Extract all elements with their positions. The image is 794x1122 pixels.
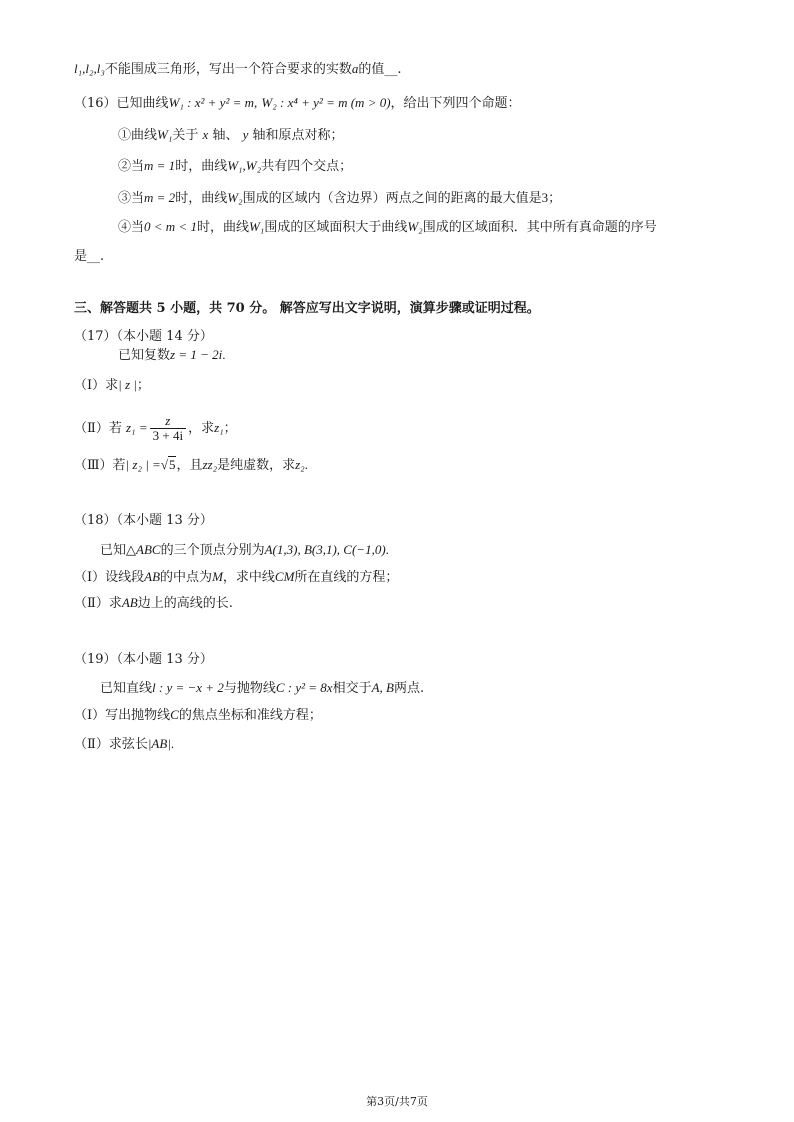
q17-part-1 [74,376,150,395]
p1-y: y [242,127,249,142]
q17-p2-fraction [150,414,186,443]
q16-stem [74,94,521,113]
p1-mid: 轴、 [212,128,239,143]
q18-head [74,512,213,530]
q17-p3-label: （Ⅲ） [74,458,113,473]
q17-p3-text: 若 [112,458,126,473]
q18-p2-ab: AB [121,595,138,610]
q17-p3-sqrt [161,456,177,472]
q16-w1: W₁ : x² + y² = m [168,95,255,110]
p3-val: 3 [541,190,549,205]
q16-tail: ，给出下列四个命题： [390,96,521,111]
q18-stem-end: . [385,542,389,557]
q17-p1-end: ； [136,378,150,393]
p4-cond: 0 < m < 1 [144,219,197,234]
q15-text: 不能围成三角形，写出一个符合要求的实数 [104,62,352,77]
q17-p3-mid2: 是纯虚数，求 [217,458,296,473]
q17-p1-expr: | z | [118,377,137,392]
q16-proposition-4 [118,218,657,237]
q18-stem-mid: 的三个顶点分别为 [160,543,265,558]
q17-stem-expr: z = 1 − 2i [170,347,223,362]
sqrt-radicand: 5 [168,457,176,472]
q15-tail-line [74,60,402,79]
q19-p1-b: 的焦点坐标和准线方程； [178,708,322,723]
p3-mid: 围成的区域内（含边界）两点之间的距离的最大值是 [242,191,542,206]
q19-stem-line: l : y = −x + 2 [152,680,224,695]
p3-end: ； [548,191,562,206]
p2-mark: ②当 [118,159,145,174]
sqrt-symbol: √ [160,457,168,472]
q17-p2-var: z₁ [214,420,224,435]
q17-p3-var: z₂ [295,457,305,472]
q19-p1-c: C [170,707,179,722]
q19-stem-lead: 已知直线 [100,681,153,696]
q17-stem-lead: 已知复数 [118,348,171,363]
p3-mark: ③当 [118,191,145,206]
p1-end: 轴和原点对称； [252,128,344,143]
q18-p2-label: （Ⅱ） [74,596,109,611]
q19-p2-label: （Ⅱ） [74,737,109,752]
q17-p3-mid: ，且 [176,458,203,473]
p3-text: 时，曲线 [175,191,228,206]
p3-cond: m = 2 [144,190,176,205]
q17-p2-numerator: z [150,414,186,429]
q18-head-text: （18）（本小题 13 分） [74,513,213,528]
q18-p1-m: M [212,569,223,584]
page-number: 第3页/共7页 [366,1095,428,1108]
q16-w2: W₂ : x⁴ + y² = m (m > 0) [261,95,391,110]
q19-stem-parab: C : y² = 8x [275,680,333,695]
q16-proposition-4-cont [74,248,104,266]
q15-lines: l₁,l₂,l₃ [74,61,105,76]
q18-stem-tri: △ABC [126,542,161,557]
q17-p3-prod: zz₂ [202,457,218,472]
q18-p1-b: 的中点为 [160,570,213,585]
p2-text: 时，曲线 [175,159,228,174]
section-3-title [74,300,540,318]
p4-w2: W₂ [407,219,423,234]
p3-w: W₂ [227,190,243,205]
q19-stem [100,679,424,698]
q19-stem-end: 两点. [393,681,425,696]
q17-stem-end: . [222,347,226,362]
q19-p2-end: . [170,736,175,751]
q17-stem [118,346,225,365]
q17-p3-end: . [304,457,308,472]
q18-p1-a: 设线段 [105,570,145,585]
q18-stem-pts: A(1,3), B(3,1), C(−1,0) [264,542,386,557]
q18-p1-d: 所在直线的方程； [294,570,399,585]
p2-cond: m = 1 [144,158,176,173]
q19-stem-pts: A, B [371,680,394,695]
q19-p2-expr: |AB| [147,736,171,751]
q18-p1-label: （Ⅰ） [74,570,106,585]
q17-p2-denominator: 3 + 4i [152,428,184,443]
q18-p2-b: 边上的高线的长. [137,596,233,611]
q17-p1-text: 求 [105,378,119,393]
q17-head-text: （17）（本小题 14 分） [74,329,213,344]
q17-p2-text: 若 [108,421,122,436]
p2-w: W₁,W₂ [227,158,262,173]
p4-w1: W₁ [248,219,265,234]
q19-head [74,651,213,669]
q18-stem [100,541,389,560]
q17-p1-label: （Ⅰ） [74,378,106,393]
p4-cont: 是__. [74,249,105,264]
p4-mid: 围成的区域面积大于曲线 [264,220,408,235]
p4-text: 时，曲线 [196,220,249,235]
q18-part-2 [74,594,233,613]
q16-proposition-3 [118,189,561,208]
q16-sep: , [254,95,258,110]
q16-proposition-2 [118,157,352,176]
q17-head [74,328,213,346]
q19-stem-mid2: 相交于 [332,681,372,696]
q18-p1-cm: CM [274,569,295,584]
q16-number: （16） [74,96,117,111]
q19-part-1 [74,706,322,725]
p4-mark: ④当 [118,220,145,235]
q17-p2-mid: ，求 [188,421,215,436]
q18-p1-c: ，求中线 [222,570,275,585]
q18-p1-ab: AB [144,569,161,584]
q17-part-2 [74,412,237,445]
p1-w: W₁ [157,127,173,142]
q19-part-2 [74,735,174,754]
q18-p2-a: 求 [108,596,122,611]
q17-p2-end: ； [223,421,237,436]
section-3-text: 三、解答题共 5 小题，共 70 分。 解答应写出文字说明，演算步骤或证明过程。 [74,301,540,316]
p1-text: 关于 [172,128,199,143]
page-footer [0,1095,794,1109]
q19-head-text: （19）（本小题 13 分） [74,652,213,667]
q19-stem-mid: 与抛物线 [223,681,276,696]
q17-p2-label: （Ⅱ） [74,421,109,436]
q19-p2-a: 求弦长 [108,737,148,752]
q17-p3-abs: | z₂ | = [125,457,161,472]
q19-p1-a: 写出抛物线 [105,708,171,723]
q16-lead: 已知曲线 [116,96,169,111]
q15-end: 的值__. [358,62,402,77]
p1-x: x [202,127,209,142]
q19-p1-label: （Ⅰ） [74,708,106,723]
q18-stem-lead: 已知 [100,543,127,558]
p2-end: 共有四个交点； [261,159,353,174]
q17-part-3 [74,456,308,475]
q17-p2-lhs: z₁ = [126,420,148,435]
p1-mark: ①曲线 [118,128,158,143]
p4-end: 围成的区域面积．其中所有真命题的序号 [422,220,657,235]
q15-var: a [351,61,359,76]
q18-part-1 [74,568,398,587]
q16-proposition-1 [118,126,344,145]
